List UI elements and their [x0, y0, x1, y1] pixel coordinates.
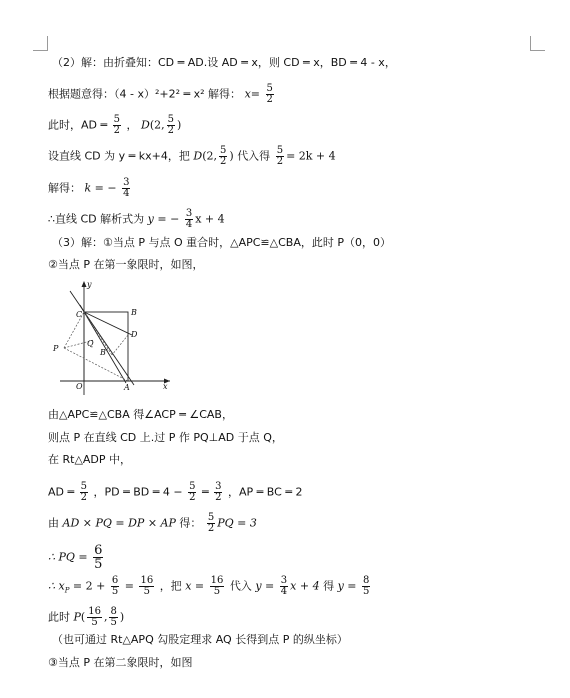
- fraction: [266, 84, 274, 105]
- equals-sign: ═: [119, 485, 134, 499]
- text: ②当点 P 在第一象限时，如图，: [48, 258, 204, 271]
- fraction: [80, 482, 88, 503]
- top-right-margin-mark: [530, 36, 545, 51]
- numerator: 16: [140, 575, 154, 586]
- math-expression: ∴ PQ =: [48, 550, 88, 564]
- text: x² 解得：: [193, 87, 242, 101]
- numerator: 5: [167, 114, 174, 125]
- text: (: [80, 610, 86, 624]
- solution-line-12: [48, 482, 302, 503]
- text: ，AP: [227, 485, 254, 499]
- solution-line-16: [48, 607, 124, 628]
- numerator: 5: [220, 145, 227, 156]
- text: ③当点 P 在第二象限时，如图: [48, 656, 193, 669]
- text: 4 - x，: [360, 56, 396, 69]
- fraction: [362, 576, 370, 597]
- numerator: 3: [185, 208, 193, 219]
- solution-line-5: [48, 178, 132, 199]
- text: x，则 CD: [251, 56, 300, 69]
- fraction: [185, 209, 193, 230]
- text: = 2k + 4: [286, 149, 336, 163]
- numerator: 5: [80, 481, 87, 492]
- solution-line-2: [48, 84, 276, 105]
- text: ，PD: [93, 485, 120, 499]
- fraction: [122, 178, 130, 199]
- fraction: [111, 576, 119, 597]
- text: 由: [48, 516, 59, 530]
- text: 代入: [229, 579, 252, 593]
- denominator: 2: [113, 125, 120, 136]
- text: ，把: [159, 579, 182, 593]
- numerator: 6: [94, 543, 103, 558]
- denominator: 2: [220, 156, 227, 167]
- solution-line-9: [48, 408, 233, 422]
- numerator: 16: [88, 606, 101, 617]
- text: AD: [48, 485, 64, 499]
- solution-line-11: [48, 453, 131, 467]
- denominator: 5: [111, 586, 119, 597]
- equals-sign: ═: [281, 485, 296, 499]
- numerator: 5: [207, 512, 215, 523]
- equals-sign: ═: [346, 56, 361, 69]
- text: 此时，AD: [48, 118, 97, 132]
- fraction: [214, 482, 222, 503]
- subscript: P: [64, 586, 70, 595]
- label-c: C: [76, 310, 83, 319]
- label-b: B: [131, 308, 137, 317]
- label-o: O: [76, 382, 83, 391]
- equals-sign: =: [250, 87, 260, 101]
- label-x: x: [163, 382, 168, 391]
- equals-sign: ═: [174, 56, 188, 69]
- numerator: 5: [276, 145, 284, 156]
- solution-line-6: [48, 209, 225, 230]
- text: （2）解：由折叠知：CD: [52, 56, 175, 69]
- text: 2: [295, 485, 303, 499]
- dashed-db-prime: [112, 335, 128, 355]
- equals-sign: ═: [201, 485, 209, 499]
- text: = 2 +: [72, 579, 106, 593]
- text: 得：: [179, 516, 202, 530]
- text: ∠CAB，: [189, 408, 233, 421]
- label-d: D: [131, 330, 138, 339]
- math-expression: AD × PQ = DP × AP: [62, 516, 176, 530]
- text: 在 Rt△ADP 中，: [48, 453, 132, 466]
- equals-sign: ═: [175, 408, 190, 421]
- equals-sign: ═: [97, 118, 111, 132]
- text: ,: [103, 610, 108, 624]
- denominator: 5: [213, 586, 221, 597]
- math-expression: ∴ x: [48, 579, 65, 593]
- fraction: [139, 576, 154, 597]
- math-var: D: [141, 118, 150, 132]
- text: =: [124, 579, 134, 593]
- text: AD.设 AD: [187, 56, 238, 69]
- solution-line-7: [52, 236, 391, 250]
- text: 设直线 CD 为 y: [48, 149, 126, 163]
- fraction: [207, 513, 215, 534]
- fraction: [188, 482, 196, 503]
- math-var: x: [244, 87, 251, 101]
- label-b-prime: B': [100, 348, 109, 357]
- numerator: 5: [266, 83, 273, 94]
- denominator: 2: [276, 156, 284, 167]
- equals-sign: ═: [149, 485, 163, 499]
- label-y: y: [87, 280, 92, 289]
- text: BD: [133, 485, 150, 499]
- denominator: 2: [167, 125, 174, 136]
- denominator: 2: [189, 492, 196, 503]
- fraction: [109, 607, 117, 628]
- fraction: [210, 576, 225, 597]
- figure-svg: [50, 277, 175, 397]
- geometry-figure: [50, 277, 175, 397]
- numerator: 8: [110, 606, 117, 617]
- numerator: 16: [210, 575, 224, 586]
- fraction: [113, 115, 121, 136]
- numerator: 8: [363, 575, 370, 586]
- text: 得: [323, 579, 335, 593]
- fraction: [167, 115, 175, 136]
- text: 4 −: [162, 485, 183, 499]
- text: BC: [266, 485, 282, 499]
- denominator: 4: [280, 586, 288, 597]
- text: ): [229, 149, 234, 163]
- text: 代入得: [237, 149, 271, 163]
- math-var: k: [84, 181, 92, 195]
- denominator: 5: [110, 617, 117, 628]
- text: 解得：: [48, 181, 81, 195]
- text: ∴直线 CD 解析式为: [48, 212, 145, 226]
- math-var: D: [193, 149, 203, 163]
- text: kx+4，把: [138, 149, 190, 163]
- math-expression: PQ = 3: [217, 516, 257, 530]
- math-expression: x + 4: [290, 579, 320, 593]
- denominator: 5: [91, 617, 98, 628]
- line-through-c-a: [70, 291, 134, 385]
- math-expression: y =: [337, 579, 357, 593]
- dashed-pa: [64, 348, 128, 381]
- denominator: 4: [123, 188, 130, 199]
- equals-sign: ═: [237, 56, 252, 69]
- top-left-margin-mark: [33, 36, 48, 51]
- math-var: y: [147, 212, 154, 226]
- numerator: 6: [111, 575, 119, 586]
- text: （也可通过 Rt△APQ 勾股定理求 AQ 长得到点 P 的纵坐标）: [52, 633, 348, 646]
- solution-line-13: [48, 513, 257, 534]
- numerator: 3: [215, 481, 222, 492]
- solution-line-4: [48, 146, 336, 167]
- fraction: [219, 146, 227, 167]
- text: x + 4: [195, 212, 225, 226]
- solution-line-14: [48, 544, 105, 571]
- solution-line-17: [52, 633, 348, 647]
- solution-line-3: [48, 115, 181, 136]
- fraction: [276, 146, 284, 167]
- denominator: 2: [266, 94, 273, 105]
- text: (2,: [149, 118, 165, 132]
- text: = −: [94, 181, 117, 195]
- solution-line-8: [48, 258, 204, 272]
- solution-line-18: [48, 656, 193, 670]
- denominator: 5: [143, 586, 150, 597]
- numerator: 5: [113, 114, 120, 125]
- text: 根据题意得：（4 - x）²+2²: [48, 87, 181, 101]
- denominator: 2: [207, 523, 215, 534]
- text: 由△APC≌△CBA 得∠ACP: [48, 408, 176, 421]
- numerator: 5: [189, 481, 196, 492]
- equals-sign: ═: [125, 149, 139, 163]
- numerator: 3: [280, 575, 288, 586]
- label-p: P: [53, 344, 59, 353]
- text: 此时: [48, 610, 70, 624]
- math-expression: y =: [255, 579, 275, 593]
- text: 则点 P 在直线 CD 上.过 P 作 PQ⊥AD 于点 Q，: [48, 431, 283, 444]
- denominator: 5: [363, 586, 370, 597]
- solution-line-15: [48, 576, 372, 598]
- text: = −: [157, 212, 180, 226]
- denominator: 2: [80, 492, 87, 503]
- text: ，: [126, 118, 138, 132]
- solution-line-10: [48, 431, 283, 445]
- equals-sign: ═: [180, 87, 194, 101]
- equals-sign: ═: [64, 485, 78, 499]
- text: x，BD: [313, 56, 347, 69]
- fraction: [93, 544, 103, 571]
- math-var: P: [73, 610, 81, 624]
- denominator: 2: [215, 492, 222, 503]
- label-q: Q: [87, 339, 94, 348]
- numerator: 3: [123, 177, 130, 188]
- fraction: [280, 576, 288, 597]
- text: (2,: [202, 149, 218, 163]
- math-expression: x =: [185, 579, 205, 593]
- y-axis-arrow: [82, 281, 87, 287]
- solution-line-1: [52, 56, 396, 70]
- denominator: 5: [94, 557, 103, 572]
- fraction: [87, 607, 102, 628]
- equals-sign: ═: [253, 485, 267, 499]
- denominator: 4: [185, 219, 193, 230]
- label-a: A: [124, 383, 130, 392]
- text: ): [119, 610, 125, 624]
- text: ): [177, 118, 182, 132]
- text: （3）解：①当点 P 与点 O 重合时，△APC≌△CBA，此时 P（0，0）: [52, 236, 391, 249]
- equals-sign: ═: [299, 56, 314, 69]
